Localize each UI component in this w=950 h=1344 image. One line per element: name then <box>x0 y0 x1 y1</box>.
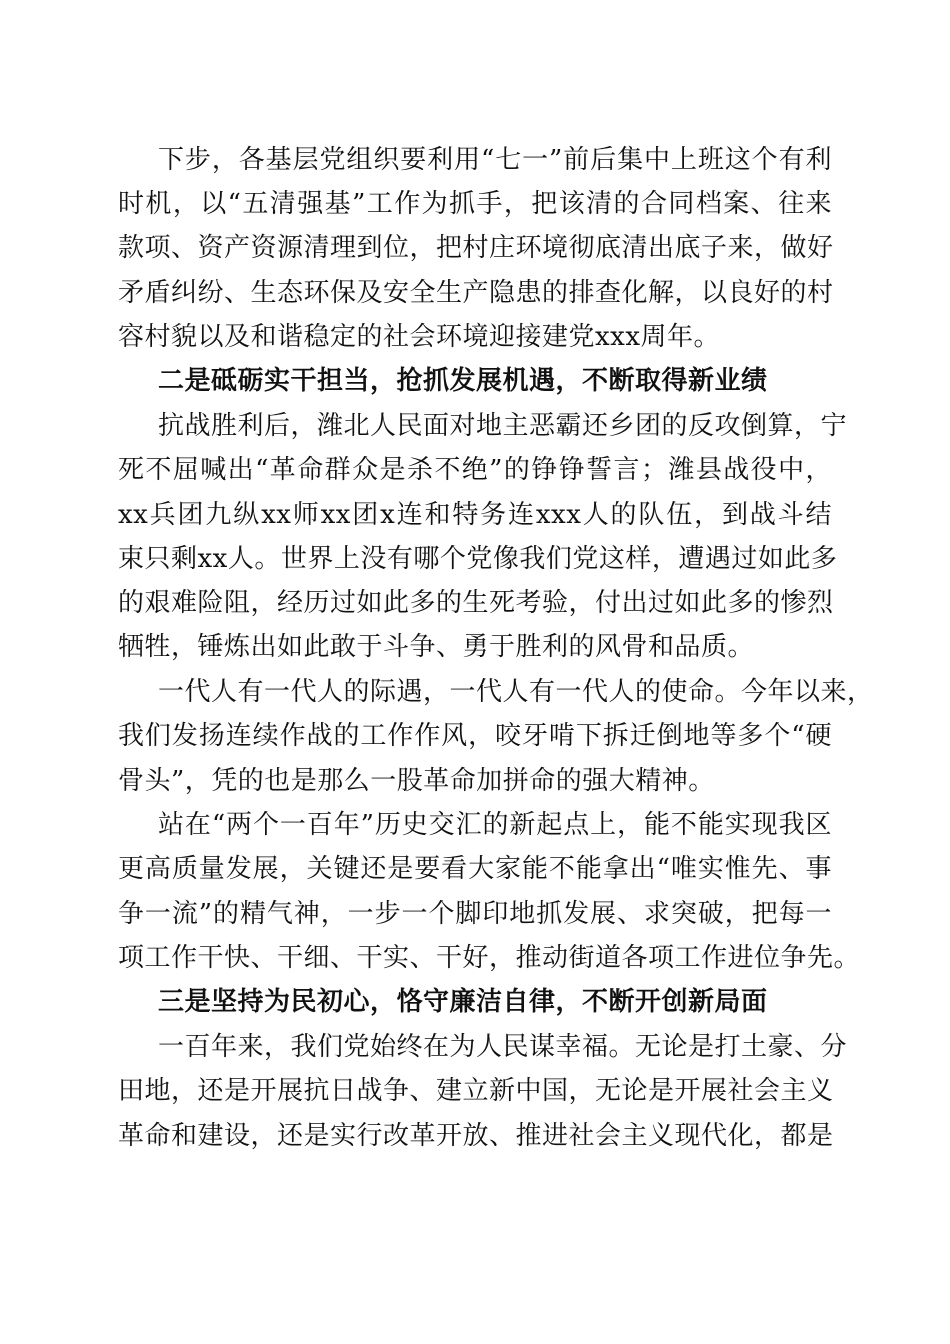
paragraph-line: 束只剩xx人。世界上没有哪个党像我们党这样，遭遇过如此多 <box>118 544 838 574</box>
paragraph-line: 时机，以“五清强基”工作为抓手，把该清的合同档案、往来 <box>118 189 832 219</box>
paragraph-line: 下步，各基层党组织要利用“七一”前后集中上班这个有利 <box>158 145 832 175</box>
paragraph-line: 容村貌以及和谐稳定的社会环境迎接建党xxx周年。 <box>118 322 720 352</box>
paragraph-line: 一百年来，我们党始终在为人民谋幸福。无论是打土豪、分 <box>158 1032 848 1062</box>
paragraph-line: 骨头”，凭的也是那么一股革命加拼命的强大精神。 <box>118 766 715 796</box>
paragraph-line: xx兵团九纵xx师xx团x连和特务连xxx人的队伍，到战斗结 <box>118 500 832 530</box>
section-heading: 二是砥砺实干担当，抢抓发展机遇，不断取得新业绩 <box>158 366 768 396</box>
paragraph-line: 矛盾纠纷、生态环保及安全生产隐患的排查化解，以良好的村 <box>118 278 834 308</box>
paragraph-line: 我们发扬连续作战的工作作风，咬牙啃下拆迁倒地等多个“硬 <box>118 721 832 751</box>
paragraph-line: 田地，还是开展抗日战争、建立新中国，无论是开展社会主义 <box>118 1076 834 1106</box>
paragraph-line: 项工作干快、干细、干实、干好，推动街道各项工作进位争先。 <box>118 943 861 973</box>
paragraph-line: 站在“两个一百年”历史交汇的新起点上，能不能实现我区 <box>158 810 832 840</box>
paragraph-line: 更高质量发展，关键还是要看大家能不能拿出“唯实惟先、事 <box>118 854 832 884</box>
paragraph-line: 牺牲，锤炼出如此敢于斗争、勇于胜利的风骨和品质。 <box>118 632 755 662</box>
paragraph-line: 的艰难险阻，经历过如此多的生死考验，付出过如此多的惨烈 <box>118 588 834 618</box>
paragraph-line: 一代人有一代人的际遇，一代人有一代人的使命。今年以来， <box>158 677 874 707</box>
paragraph-line: 争一流”的精气神，一步一个脚印地抓发展、求突破，把每一 <box>118 899 832 929</box>
paragraph-line: 抗战胜利后，潍北人民面对地主恶霸还乡团的反攻倒算，宁 <box>158 411 848 441</box>
section-heading: 三是坚持为民初心，恪守廉洁自律，不断开创新局面 <box>158 987 768 1017</box>
paragraph-line: 死不屈喊出“革命群众是杀不绝”的铮铮誓言；潍县战役中， <box>118 455 832 485</box>
paragraph-line: 款项、资产资源清理到位，把村庄环境彻底清出底子来，做好 <box>118 233 834 263</box>
paragraph-line: 革命和建设，还是实行改革开放、推进社会主义现代化，都是 <box>118 1121 834 1151</box>
